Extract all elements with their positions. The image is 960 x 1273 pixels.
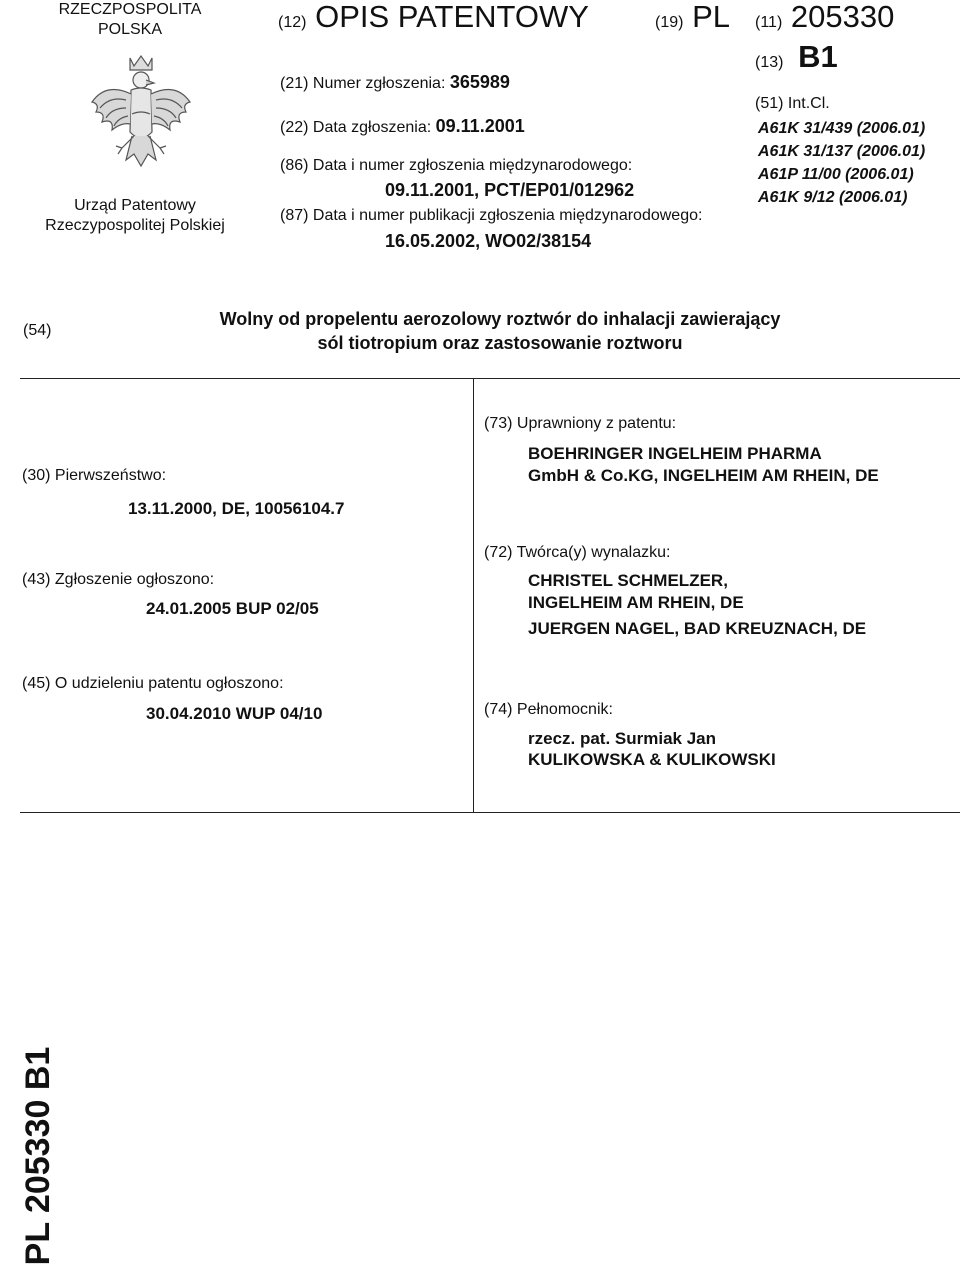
patent-number-value: 205330 — [790, 0, 895, 34]
country-code-label: (19) — [655, 14, 684, 31]
title-code: (54) — [23, 322, 52, 339]
issuing-office — [40, 196, 230, 236]
ipc-class: A61K 31/439 (2006.01) — [758, 120, 926, 137]
document-type — [278, 0, 589, 40]
country-code-value: PL — [692, 0, 730, 34]
polish-eagle-emblem-icon — [86, 52, 196, 182]
document-spine — [20, 1040, 56, 1272]
country-line-1: RZECZPOSPOLITA — [58, 1, 202, 18]
priority-value: 13.11.2000, DE, 10056104.7 — [128, 499, 345, 518]
kind-code-label: (13) — [755, 54, 784, 71]
doc-type-code: (12) — [278, 14, 307, 31]
int-cl-label: (51) Int.Cl. — [755, 95, 830, 112]
country-code — [655, 0, 730, 40]
spine-label: PL 205330 B1 — [19, 1046, 57, 1266]
grant-published-label: (45) O udzieleniu patentu ogłoszono: — [22, 675, 284, 692]
inventor-line: CHRISTEL SCHMELZER, — [528, 571, 728, 590]
ipc-class: A61P 11/00 (2006.01) — [758, 166, 914, 183]
kind-code-value: B1 — [798, 39, 838, 74]
patent-number — [755, 0, 894, 40]
attorney-line: KULIKOWSKA & KULIKOWSKI — [528, 750, 776, 769]
app-published-label: (43) Zgłoszenie ogłoszono: — [22, 571, 215, 588]
divider-bottom — [20, 812, 960, 813]
app-number-value: 365989 — [449, 72, 510, 92]
kind-code — [755, 40, 838, 80]
priority-label: (30) Pierwszeństwo: — [22, 467, 167, 484]
doc-type-label: OPIS PATENTOWY — [315, 0, 589, 34]
attorney-label: (74) Pełnomocnik: — [484, 701, 613, 718]
owner-line: BOEHRINGER INGELHEIM PHARMA — [528, 444, 822, 463]
app-date-value: 09.11.2001 — [435, 116, 525, 136]
inventors-label: (72) Twórca(y) wynalazku: — [484, 544, 671, 561]
application-number — [280, 72, 510, 94]
intl-application-value: 09.11.2001, PCT/EP01/012962 — [385, 180, 635, 200]
app-number-label: (21) Numer zgłoszenia: — [280, 75, 446, 92]
intl-application-label: (86) Data i numer zgłoszenia międzynarodowego: — [280, 157, 633, 174]
patent-number-code: (11) — [755, 14, 783, 31]
divider-top — [20, 378, 960, 379]
title-line-2: sól tiotropium oraz zastosowanie roztworu — [317, 333, 683, 353]
office-line-1: Urząd Patentowy — [74, 197, 196, 214]
ipc-class: A61K 31/137 (2006.01) — [758, 143, 926, 160]
owner-line: GmbH & Co.KG, INGELHEIM AM RHEIN, DE — [528, 466, 879, 485]
attorney-line: rzecz. pat. Surmiak Jan — [528, 729, 717, 748]
country-line-2: POLSKA — [97, 21, 163, 38]
app-date-label: (22) Data zgłoszenia: — [280, 119, 432, 136]
inventor-line: JUERGEN NAGEL, BAD KREUZNACH, DE — [528, 619, 867, 638]
intl-publication-label: (87) Data i numer publikacji zgłoszenia międzynarodowego: — [280, 207, 703, 224]
owner-label: (73) Uprawniony z patentu: — [484, 415, 677, 432]
intl-publication-value: 16.05.2002, WO02/38154 — [385, 231, 592, 251]
office-line-2: Rzeczypospolitej Polskiej — [45, 217, 225, 234]
invention-title — [180, 307, 820, 355]
issuing-country — [50, 0, 210, 40]
divider-column — [473, 378, 474, 812]
ipc-class: A61K 9/12 (2006.01) — [758, 189, 908, 206]
grant-published-value: 30.04.2010 WUP 04/10 — [146, 704, 323, 723]
inventor-line: INGELHEIM AM RHEIN, DE — [528, 593, 744, 612]
app-published-value: 24.01.2005 BUP 02/05 — [146, 599, 319, 618]
application-date — [280, 116, 525, 138]
title-line-1: Wolny od propelentu aerozolowy roztwór do inhalacji zawierający — [219, 309, 781, 329]
